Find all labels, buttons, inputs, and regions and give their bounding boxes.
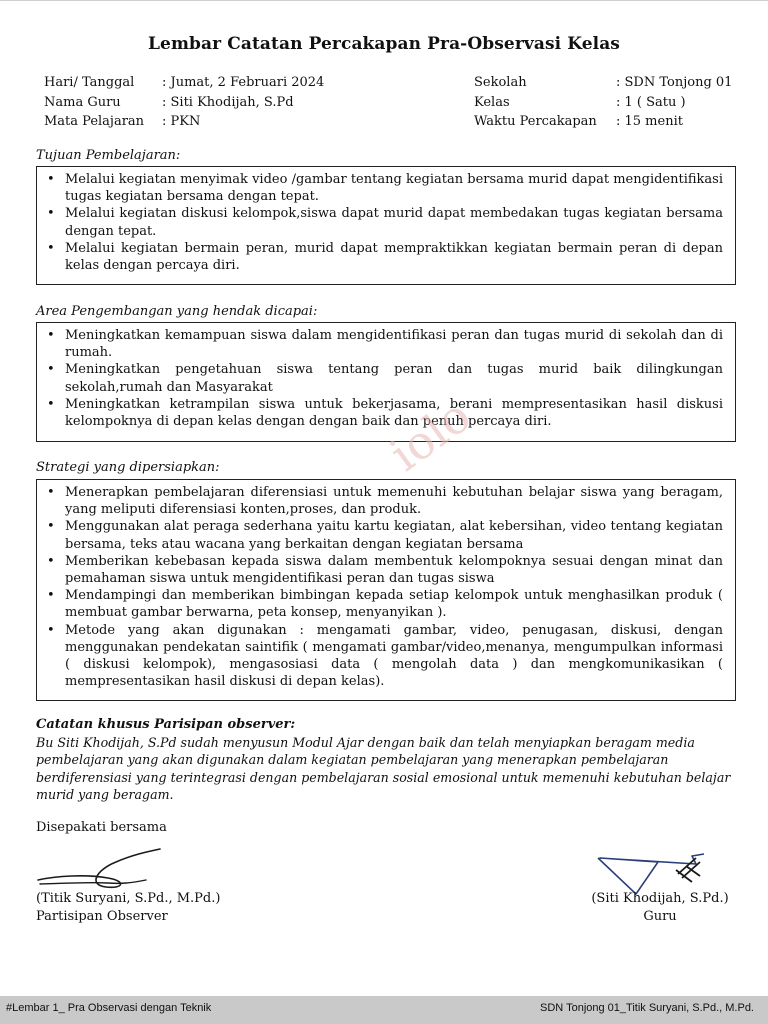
agreement-text: Disepakati bersama [36, 820, 167, 835]
info-row-date [44, 73, 324, 93]
strategi-box [36, 479, 736, 701]
observer-name: (Titik Suryani, S.Pd., M.Pd.) [36, 891, 221, 906]
page-footer [0, 996, 768, 1024]
info-value: : SDN Tonjong 01 [616, 75, 733, 90]
observer-signature-block [36, 890, 220, 925]
info-row-class [474, 93, 732, 113]
info-value: : 1 ( Satu ) [616, 94, 686, 110]
observer-signature [36, 846, 166, 894]
info-row-school [474, 73, 732, 93]
tujuan-box [36, 166, 736, 285]
notes-body: Bu Siti Khodijah, S.Pd sudah menyusun Modul Ajar dengan baik dan telah menyiapkan beragam media pembelajaran yang akan digunakan dalam kegiatan pembelajaran yang menerapkan pembelajaran berdiferensiasi yang terintegrasi dengan pembelajaran sosial emosional untuk memenuhi kebutuhan belajar murid yang beragam. [36, 735, 731, 803]
info-row-teacher [44, 93, 324, 113]
footer-right-text: SDN Tonjong 01_Titik Suryani, S.Pd., M.Pd. [540, 1002, 754, 1014]
list-item: • Metode yang akan digunakan : mengamati gambar, video, penugasan, diskusi, dengan menggunakan pendekatan saintifik ( mengamati gambar/video,menanya, mengumpulkan informasi ( diskusi kelompok), mengasosiasi data ( mengolah data ) dan mengkomunikasikan ( mempresentasikan hasil diskusi di depan kelas). [65, 622, 723, 691]
info-value: : 15 menit [616, 114, 683, 129]
tujuan-list [65, 171, 723, 274]
list-item: • Melalui kegiatan bermain peran, murid dapat mempraktikkan kegiatan bermain peran di depan kelas dengan percaya diri. [65, 240, 723, 274]
section-label-strategi: Strategi yang dipersiapkan: [36, 460, 220, 475]
teacher-role: Guru [643, 908, 677, 924]
section-label-tujuan: Tujuan Pembelajaran: [36, 148, 181, 163]
section-label-area: Area Pengembangan yang hendak dicapai: [36, 304, 318, 319]
observer-notes [36, 716, 736, 804]
info-row-duration [474, 112, 732, 132]
notes-heading: Catatan khusus Parisipan observer: [36, 717, 296, 732]
page-title: Lembar Catatan Percakapan Pra-Observasi Kelas [148, 34, 620, 54]
page-top-border [0, 0, 768, 1]
observer-role: Partisipan Observer [36, 908, 168, 924]
list-item: • Menerapkan pembelajaran diferensiasi untuk memenuhi kebutuhan belajar siswa yang beragam, yang meliputi diferensiasi konten,proses, dan produk. [65, 484, 723, 518]
info-left [44, 73, 324, 132]
teacher-name: (Siti Khodijah, S.Pd.) [591, 891, 729, 906]
info-value: : Jumat, 2 Februari 2024 [162, 75, 325, 90]
info-label: Waktu Percakapan [474, 114, 597, 129]
list-item: • Mendampingi dan memberikan bimbingan kepada setiap kelompok untuk menghasilkan produk ( membuat gambar berwarna, peta konsep, menyanyikan ). [65, 587, 723, 621]
list-item: • Memberikan kebebasan kepada siswa dalam membentuk kelompoknya sesuai dengan minat dan pemahaman siswa untuk mengidentifikasi peran dan tugas siswa [65, 553, 723, 587]
list-item: • Melalui kegiatan diskusi kelompok,siswa dapat murid dapat membedakan tugas kegiatan bersama dengan tepat. [65, 205, 723, 239]
info-row-subject [44, 112, 324, 132]
list-item: • Meningkatkan kemampuan siswa dalam mengidentifikasi peran dan tugas murid di sekolah dan di rumah. [65, 327, 723, 361]
list-item: • Meningkatkan pengetahuan siswa tentang peran dan tugas murid baik dilingkungan sekolah,rumah dan Masyarakat [65, 361, 723, 395]
teacher-signature-block [560, 890, 760, 925]
info-label: Mata Pelajaran [44, 114, 145, 129]
list-item: • Menggunakan alat peraga sederhana yaitu kartu kegiatan, alat kebersihan, video tentang kegiatan bersama, teks atau wacana yang berkaitan dengan kegiatan bersama [65, 518, 723, 552]
list-item: • Meningkatkan ketrampilan siswa untuk bekerjasama, berani mempresentasikan hasil diskusi kelompoknya di depan kelas dengan dengan baik dan penuh percaya diri. [65, 396, 723, 430]
info-label: Hari/ Tanggal [44, 75, 135, 90]
area-box [36, 322, 736, 442]
watermark-text: iolo [380, 388, 481, 482]
list-item: • Melalui kegiatan menyimak video /gambar tentang kegiatan bersama murid dapat mengidentifikasi tugas kegiatan bersama dengan tepat. [65, 171, 723, 205]
area-list [65, 327, 723, 430]
info-label: Sekolah [474, 75, 527, 90]
info-value: : PKN [162, 114, 201, 129]
info-right [474, 73, 732, 132]
info-label: Kelas [474, 94, 510, 110]
info-value: : Siti Khodijah, S.Pd [162, 94, 294, 110]
footer-left-text: #Lembar 1_ Pra Observasi dengan Teknik [6, 1002, 212, 1014]
info-label: Nama Guru [44, 94, 121, 110]
strategi-list [65, 484, 723, 690]
